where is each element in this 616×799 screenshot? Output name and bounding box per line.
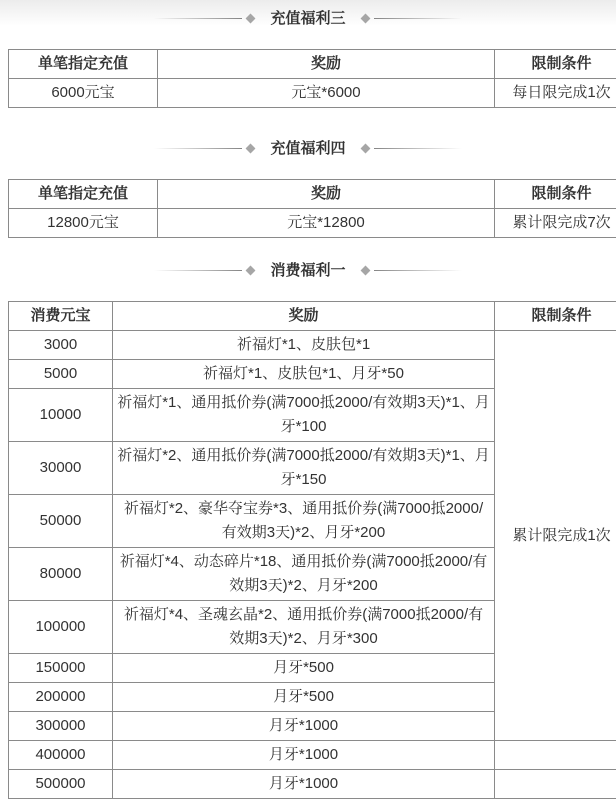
divider-line-icon [374,18,462,19]
recharge-benefit-4-table [8,179,616,238]
divider-line-icon [154,270,242,271]
amount-cell: 500000 [9,770,113,799]
column-header-limit: 限制条件 [495,302,616,331]
limit-cell: 累计限完成1次 [495,331,616,741]
limit-cell [495,770,616,799]
amount-cell: 5000 [9,360,113,389]
section-recharge-benefit-4 [0,108,616,238]
column-header-amount: 单笔指定充值 [9,180,158,209]
amount-cell: 50000 [9,495,113,548]
reward-cell: 月牙*1000 [113,712,495,741]
header-row [9,302,616,331]
section-consume-benefit-1 [0,238,616,799]
reward-cell: 月牙*500 [113,683,495,712]
amount-cell: 200000 [9,683,113,712]
amount-cell: 30000 [9,442,113,495]
amount-cell: 6000元宝 [9,79,158,108]
reward-cell: 祈福灯*1、皮肤包*1 [113,331,495,360]
reward-cell: 月牙*1000 [113,770,495,799]
column-header-reward: 奖励 [158,180,495,209]
section-title-row [0,108,616,157]
reward-cell: 祈福灯*2、通用抵价券(满7000抵2000/有效期3天)*1、月牙*150 [113,442,495,495]
divider-line-icon [374,270,462,271]
divider-line-icon [154,148,242,149]
amount-cell: 80000 [9,548,113,601]
limit-cell [495,741,616,770]
reward-cell: 祈福灯*1、通用抵价券(满7000抵2000/有效期3天)*1、月牙*100 [113,389,495,442]
reward-cell: 祈福灯*4、圣魂玄晶*2、通用抵价券(满7000抵2000/有效期3天)*2、月牙*300 [113,601,495,654]
amount-cell: 150000 [9,654,113,683]
amount-cell: 400000 [9,741,113,770]
diamond-icon [360,144,370,154]
divider-line-icon [374,148,462,149]
limit-cell: 每日限完成1次 [495,79,616,108]
amount-cell: 3000 [9,331,113,360]
diamond-icon [246,144,256,154]
column-header-reward: 奖励 [113,302,495,331]
column-header-limit: 限制条件 [495,50,616,79]
diamond-icon [360,14,370,24]
recharge-benefit-3-table [8,49,616,108]
reward-cell: 祈福灯*1、皮肤包*1、月牙*50 [113,360,495,389]
column-header-reward: 奖励 [158,50,495,79]
reward-cell: 元宝*6000 [158,79,495,108]
header-row [9,180,616,209]
reward-cell: 元宝*12800 [158,209,495,238]
section-title-row [0,238,616,279]
column-header-amount: 单笔指定充值 [9,50,158,79]
amount-cell: 10000 [9,389,113,442]
diamond-icon [360,266,370,276]
section-title-row [0,0,616,27]
table-row [9,209,616,238]
reward-cell: 月牙*1000 [113,741,495,770]
header-row [9,50,616,79]
column-header-limit: 限制条件 [495,180,616,209]
diamond-icon [246,266,256,276]
diamond-icon [246,14,256,24]
reward-cell: 祈福灯*2、豪华夺宝券*3、通用抵价券(满7000抵2000/有效期3天)*2、月牙*200 [113,495,495,548]
table-row [9,741,616,770]
section-title: 充值福利四 [270,140,346,157]
reward-cell: 祈福灯*4、动态碎片*18、通用抵价券(满7000抵2000/有效期3天)*2、月牙*200 [113,548,495,601]
divider-line-icon [154,18,242,19]
amount-cell: 12800元宝 [9,209,158,238]
table-row [9,770,616,799]
section-recharge-benefit-3 [0,0,616,108]
column-header-amount: 消费元宝 [9,302,113,331]
consume-benefit-1-table [8,301,616,799]
table-row [9,79,616,108]
limit-cell: 累计限完成7次 [495,209,616,238]
amount-cell: 300000 [9,712,113,741]
section-title: 充值福利三 [270,10,346,27]
section-title: 消费福利一 [270,262,346,279]
reward-cell: 月牙*500 [113,654,495,683]
table-row [9,331,616,360]
amount-cell: 100000 [9,601,113,654]
